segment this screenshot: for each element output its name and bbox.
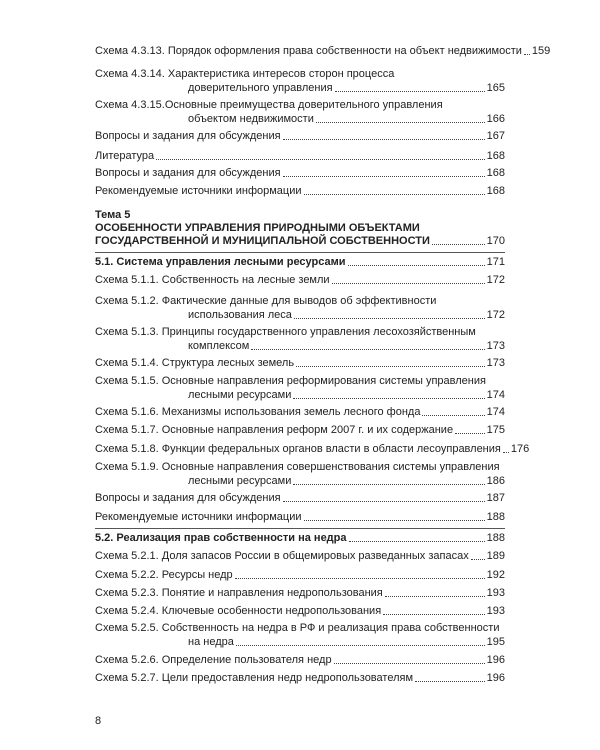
- toc-entry: Схема 5.1.1. Собственность на лесные земли 172: [95, 274, 505, 286]
- topic-label: Тема 5: [95, 209, 131, 221]
- divider: [95, 528, 505, 529]
- divider: [95, 252, 505, 253]
- toc-entry: Схема 4.3.13. Порядок оформления права собственности на объект недвижимости 159: [95, 45, 551, 57]
- toc-entry: Схема 5.2.2. Ресурсы недр 192: [95, 569, 505, 581]
- toc-entry: Схема 5.1.4. Структура лесных земель 173: [95, 357, 505, 369]
- toc-entry: Рекомендуемые источники информации 168: [95, 185, 505, 197]
- toc-entry: Схема 5.2.7. Цели предоставления недр недропользователям 196: [95, 672, 505, 684]
- toc-entry-line1: Схема 4.3.14. Характеристика интересов сторон процесса: [95, 68, 395, 80]
- toc-entry: Схема 5.2.6. Определение пользователя недр 196: [95, 654, 505, 666]
- toc-entry: лесными ресурсами 174: [188, 389, 505, 401]
- toc-entry: Вопросы и задания для обсуждения 167: [95, 130, 505, 142]
- toc-entry: доверительного управления 165: [188, 82, 505, 94]
- toc-entry: Вопросы и задания для обсуждения 168: [95, 167, 505, 179]
- toc-entry-line1: Схема 5.1.3. Принципы государственного управления лесохозяйственным: [95, 326, 476, 338]
- toc-entry-line1: Схема 4.3.15.Основные преимущества доверительного управления: [95, 99, 443, 111]
- toc-entry: комплексом 173: [188, 340, 505, 352]
- toc-entry: использования леса 172: [188, 309, 505, 321]
- toc-entry: Схема 5.2.3. Понятие и направления недропользования 193: [95, 587, 505, 599]
- toc-entry: на недра 195: [188, 636, 505, 648]
- toc-entry-line1: Схема 5.2.5. Собственность на недра в РФ и реализация права собственности: [95, 622, 500, 634]
- toc-entry: Схема 5.1.7. Основные направления реформ 2007 г. и их содержание 175: [95, 424, 505, 436]
- toc-entry: объектом недвижимости 166: [188, 113, 505, 125]
- toc-entry: Схема 5.2.4. Ключевые особенности недропользования 193: [95, 605, 505, 617]
- toc-entry: лесными ресурсами 186: [188, 475, 505, 487]
- toc-entry-line1: Схема 5.1.2. Фактические данные для выводов об эффективности: [95, 295, 437, 307]
- toc-entry: Рекомендуемые источники информации 188: [95, 511, 505, 523]
- toc-entry-line1: Схема 5.1.9. Основные направления совершенствования системы управления: [95, 461, 500, 473]
- toc-entry: Схема 5.2.1. Доля запасов России в общемировых разведанных запасах 189: [95, 550, 505, 562]
- toc-entry: Литература 168: [95, 150, 505, 162]
- toc-section-entry: 5.1. Система управления лесными ресурсами 171: [95, 256, 505, 268]
- toc-section-entry: 5.2. Реализация прав собственности на недра 188: [95, 532, 505, 544]
- toc-entry-line1: Схема 5.1.5. Основные направления реформирования системы управления: [95, 375, 486, 387]
- toc-entry: Схема 5.1.6. Механизмы использования земель лесного фонда 174: [95, 406, 505, 418]
- page-number: 8: [95, 715, 102, 727]
- toc-entry: Схема 5.1.8. Функции федеральных органов власти в области лесоуправления 176: [95, 443, 530, 455]
- toc-topic-entry: ГОСУДАРСТВЕННОЙ И МУНИЦИПАЛЬНОЙ СОБСТВЕННОСТИ 170: [95, 235, 505, 247]
- topic-title-line1: ОСОБЕННОСТИ УПРАВЛЕНИЯ ПРИРОДНЫМИ ОБЪЕКТАМИ: [95, 222, 420, 234]
- toc-entry: Вопросы и задания для обсуждения 187: [95, 492, 505, 504]
